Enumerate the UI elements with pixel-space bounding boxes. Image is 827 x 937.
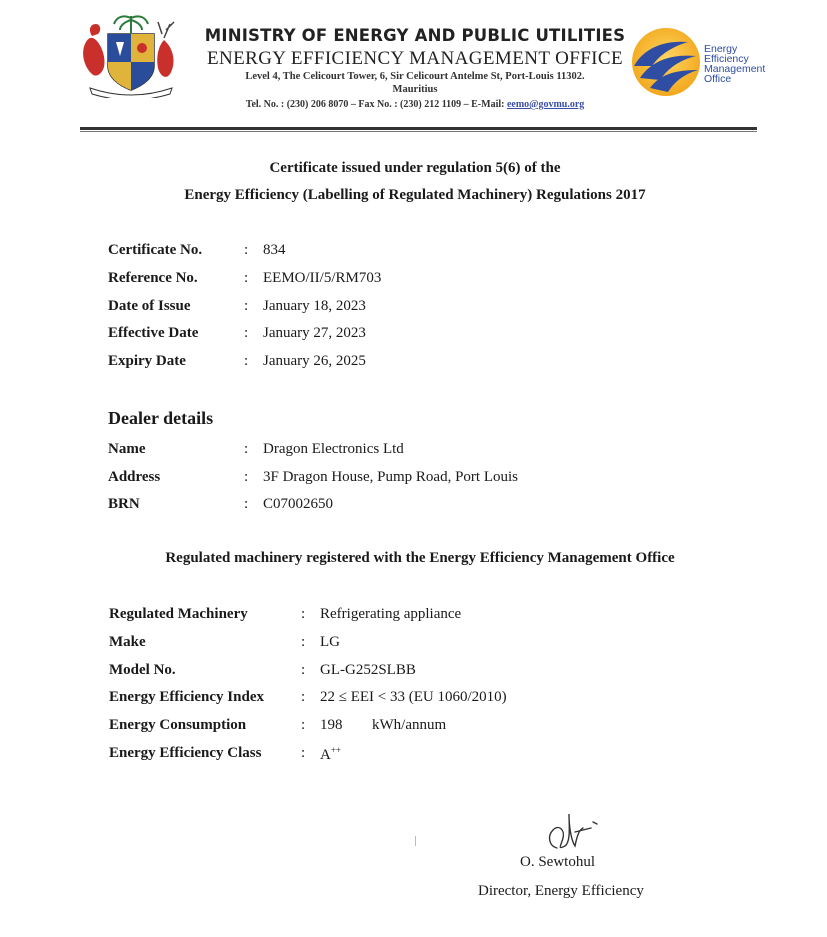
field-label: Make xyxy=(109,634,146,650)
field-colon: : xyxy=(244,469,249,485)
certificate-regulation: Energy Efficiency (Labelling of Regulated Machinery) Regulations 2017 xyxy=(184,187,646,203)
field-unit: kWh/annum xyxy=(372,717,447,733)
field-colon: : xyxy=(301,745,306,761)
field-value: 198 xyxy=(320,717,343,733)
field-label: Energy Efficiency Index xyxy=(109,689,264,705)
office-address: Level 4, The Celicourt Tower, 6, Sir Celicourt Antelme St, Port-Louis 11302. xyxy=(245,71,585,82)
field-colon: : xyxy=(244,441,249,457)
field-colon: : xyxy=(244,270,249,286)
efficiency-class-superscript: ++ xyxy=(330,745,341,755)
field-colon: : xyxy=(244,325,249,341)
field-colon: : xyxy=(301,662,306,678)
header-divider-thin xyxy=(80,131,757,132)
contact-line xyxy=(198,99,632,110)
efficiency-class: A xyxy=(320,747,331,763)
field-value: 834 xyxy=(263,242,286,258)
signatory-name: O. Sewtohul xyxy=(520,854,595,870)
field-value: 22 ≤ EEI < 33 (EU 1060/2010) xyxy=(320,689,507,705)
field-label: Date of Issue xyxy=(108,298,191,314)
field-label: Address xyxy=(108,469,161,485)
field-label: Model No. xyxy=(109,662,176,678)
field-colon: : xyxy=(244,298,249,314)
field-value: LG xyxy=(320,634,340,650)
header-divider xyxy=(80,127,757,130)
field-label: Reference No. xyxy=(108,270,198,286)
eemo-logo-text xyxy=(704,44,765,84)
eemo-logo-icon xyxy=(630,26,702,98)
field-colon: : xyxy=(301,717,306,733)
field-value: C07002650 xyxy=(263,496,334,512)
field-label: Name xyxy=(108,441,146,457)
signatory-title: Director, Energy Efficiency xyxy=(478,883,644,899)
contact-numbers: Tel. No. : (230) 206 8070 – Fax No. : (230) 212 1109 – E-Mail: xyxy=(245,99,507,110)
logo-text-line: Efficiency xyxy=(704,53,749,65)
field-label: Energy Consumption xyxy=(109,717,247,733)
office-title: ENERGY EFFICIENCY MANAGEMENT OFFICE xyxy=(206,48,623,69)
field-value: 3F Dragon House, Pump Road, Port Louis xyxy=(263,469,518,485)
field-label: Certificate No. xyxy=(108,242,203,258)
field-colon: : xyxy=(244,496,249,512)
field-colon: : xyxy=(301,606,306,622)
scan-mark xyxy=(415,836,416,846)
office-country: Mauritius xyxy=(392,84,438,95)
certificate-heading: Certificate issued under regulation 5(6) of the xyxy=(269,160,561,176)
field-label: Effective Date xyxy=(108,325,199,341)
field-value: Refrigerating appliance xyxy=(320,606,462,622)
field-value: January 27, 2023 xyxy=(263,325,366,341)
field-label: BRN xyxy=(108,496,140,512)
dealer-heading: Dealer details xyxy=(108,408,214,428)
logo-text-line: Energy xyxy=(704,43,738,55)
signature-icon xyxy=(535,806,605,854)
field-label: Expiry Date xyxy=(108,353,186,369)
field-colon: : xyxy=(301,689,306,705)
field-value: January 26, 2025 xyxy=(263,353,366,369)
field-value: EEMO/II/5/RM703 xyxy=(263,270,382,286)
field-label: Energy Efficiency Class xyxy=(109,745,262,761)
field-value xyxy=(320,745,341,764)
field-value: GL-G252SLBB xyxy=(320,662,416,678)
email-link[interactable]: eemo@govmu.org xyxy=(506,99,585,110)
ministry-title: MINISTRY OF ENERGY AND PUBLIC UTILITIES xyxy=(204,26,626,45)
logo-text-line: Management xyxy=(704,63,766,75)
field-colon: : xyxy=(244,353,249,369)
field-colon: : xyxy=(301,634,306,650)
coat-of-arms-icon xyxy=(78,12,184,98)
field-label: Regulated Machinery xyxy=(109,606,248,622)
machinery-heading: Regulated machinery registered with the Energy Efficiency Management Office xyxy=(165,550,675,566)
field-colon: : xyxy=(244,242,249,258)
logo-text-line: Office xyxy=(704,73,732,85)
field-value: January 18, 2023 xyxy=(263,298,366,314)
field-value: Dragon Electronics Ltd xyxy=(263,441,404,457)
